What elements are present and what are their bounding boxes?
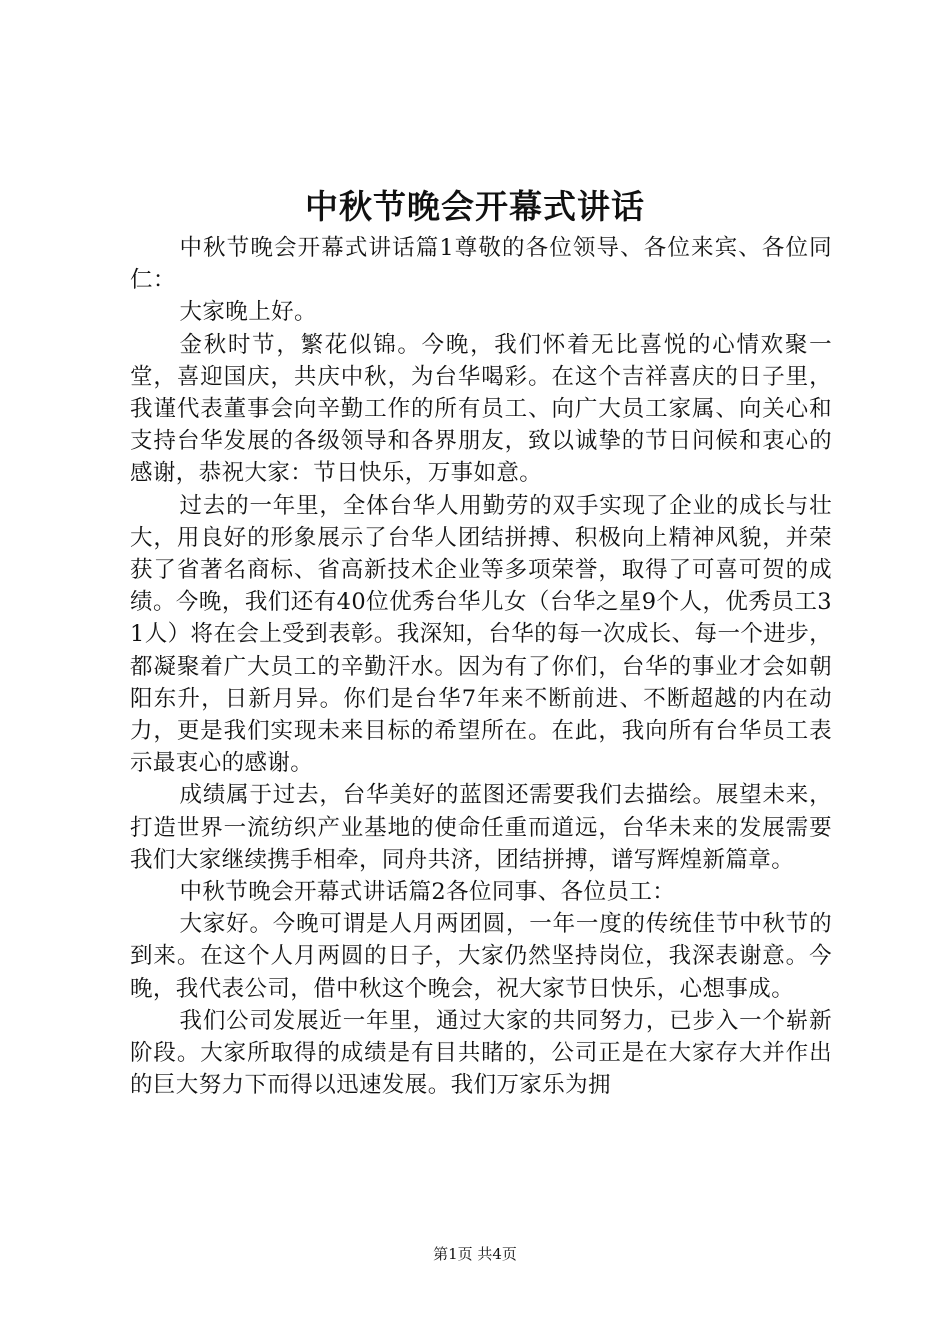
paragraph: 我们公司发展近一年里，通过大家的共同努力，已步入一个崭新阶段。大家所取得的成绩是有目共睹的，公司正是在大家存大并作出的巨大努力下而得以迅速发展。我们万家乐为拥	[130, 1007, 832, 1099]
paragraph: 过去的一年里，全体台华人用勤劳的双手实现了企业的成长与壮大，用良好的形象展示了台华人团结拼搏、积极向上精神风貌，并荣获了省著名商标、省高新技术企业等多项荣誉，取得了可喜可贺的成绩。今晚，我们还有40位优秀台华儿女（台华之星9个人，优秀员工31人）将在会上受到表彰。我深知，台华的每一次成长、每一个进步，都凝聚着广大员工的辛勤汗水。因为有了你们，台华的事业才会如朝阳东升，日新月异。你们是台华7年来不断前进、不断超越的内在动力，更是我们实现未来目标的希望所在。在此，我向所有台华员工表示最衷心的感谢。	[130, 492, 832, 777]
document-title: 中秋节晚会开幕式讲话	[305, 187, 645, 226]
paragraph: 大家好。今晚可谓是人月两团圆，一年一度的传统佳节中秋节的到来。在这个人月两圆的日子，大家仍然坚持岗位，我深表谢意。今晚，我代表公司，借中秋这个晚会，祝大家节日快乐，心想事成。	[130, 911, 832, 1002]
paragraph: 成绩属于过去，台华美好的蓝图还需要我们去描绘。展望未来，打造世界一流纺织产业基地的使命任重而道远，台华未来的发展需要我们大家继续携手相牵，同舟共济，团结拼搏，谱写辉煌新篇章。	[130, 782, 832, 873]
paragraph: 大家晚上好。	[179, 299, 317, 326]
paragraph: 中秋节晚会开幕式讲话篇2各位同事、各位员工：	[179, 879, 676, 906]
page-number-footer: 第1页 共4页	[433, 1245, 517, 1263]
paragraph: 金秋时节，繁花似锦。今晚，我们怀着无比喜悦的心情欢聚一堂，喜迎国庆，共庆中秋，为台华喝彩。在这个吉祥喜庆的日子里，我谨代表董事会向辛勤工作的所有员工、向广大员工家属、向关心和支持台华发展的各级领导和各界朋友，致以诚挚的节日问候和衷心的感谢，恭祝大家：节日快乐，万事如意。	[130, 331, 832, 487]
paragraph: 中秋节晚会开幕式讲话篇1尊敬的各位领导、各位来宾、各位同仁：	[130, 235, 832, 294]
document-body	[130, 232, 832, 1101]
